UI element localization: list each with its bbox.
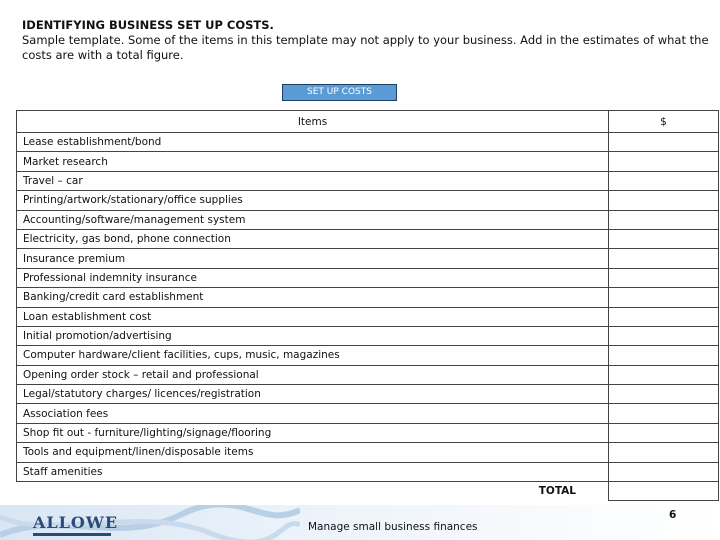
item-label: Banking/credit card establishment (17, 288, 609, 307)
item-amount-cell[interactable] (609, 171, 719, 190)
item-amount-cell[interactable] (609, 462, 719, 481)
item-label: Market research (17, 152, 609, 171)
table-row (17, 307, 719, 326)
item-label: Initial promotion/advertising (17, 326, 609, 345)
table-row (17, 268, 719, 287)
item-label: Opening order stock – retail and professional (17, 365, 609, 384)
items-column-header: Items (17, 111, 609, 133)
item-amount-cell[interactable] (609, 133, 719, 152)
total-amount-cell[interactable] (609, 482, 719, 501)
total-row (17, 482, 719, 501)
table-row (17, 249, 719, 268)
heading-block (22, 18, 712, 63)
item-amount-cell[interactable] (609, 191, 719, 210)
item-label: Loan establishment cost (17, 307, 609, 326)
table-row (17, 423, 719, 442)
table-row (17, 152, 719, 171)
item-amount-cell[interactable] (609, 346, 719, 365)
set-up-costs-banner: SET UP COSTS (282, 84, 397, 101)
item-amount-cell[interactable] (609, 152, 719, 171)
item-label: Tools and equipment/linen/disposable items (17, 443, 609, 462)
table-row (17, 346, 719, 365)
item-amount-cell[interactable] (609, 268, 719, 287)
table-row (17, 133, 719, 152)
item-amount-cell[interactable] (609, 404, 719, 423)
page-title: IDENTIFYING BUSINESS SET UP COSTS. (22, 18, 274, 32)
costs-table (16, 110, 719, 501)
item-amount-cell[interactable] (609, 443, 719, 462)
table-row (17, 288, 719, 307)
item-amount-cell[interactable] (609, 385, 719, 404)
table-row (17, 404, 719, 423)
item-amount-cell[interactable] (609, 365, 719, 384)
item-amount-cell[interactable] (609, 249, 719, 268)
item-label: Computer hardware/client facilities, cups, music, magazines (17, 346, 609, 365)
footer-tagline: Manage small business finances (308, 521, 478, 533)
item-label: Professional indemnity insurance (17, 268, 609, 287)
amount-column-header: $ (609, 111, 719, 133)
item-label: Shop fit out - furniture/lighting/signage/flooring (17, 423, 609, 442)
table-row (17, 365, 719, 384)
table-row (17, 462, 719, 481)
logo-underline (33, 533, 111, 536)
item-amount-cell[interactable] (609, 326, 719, 345)
table-row (17, 326, 719, 345)
allowe-logo: ALLOWE (33, 513, 119, 532)
item-amount-cell[interactable] (609, 423, 719, 442)
item-label: Lease establishment/bond (17, 133, 609, 152)
item-label: Accounting/software/management system (17, 210, 609, 229)
item-amount-cell[interactable] (609, 307, 719, 326)
item-label: Travel – car (17, 171, 609, 190)
page-description: Sample template. Some of the items in this template may not apply to your business. Add in the estimates of what the costs are with a total figure. (22, 33, 709, 62)
table-row (17, 443, 719, 462)
item-amount-cell[interactable] (609, 229, 719, 248)
item-label: Electricity, gas bond, phone connection (17, 229, 609, 248)
item-label: Association fees (17, 404, 609, 423)
table-header-row (17, 111, 719, 133)
item-label: Staff amenities (17, 462, 609, 481)
item-label: Printing/artwork/stationary/office supplies (17, 191, 609, 210)
total-label: TOTAL (538, 485, 576, 498)
footer (0, 505, 720, 540)
table-row (17, 229, 719, 248)
item-amount-cell[interactable] (609, 288, 719, 307)
page-number: 6 (669, 509, 677, 521)
item-amount-cell[interactable] (609, 210, 719, 229)
item-label: Legal/statutory charges/ licences/registration (17, 385, 609, 404)
table-row (17, 191, 719, 210)
table-row (17, 210, 719, 229)
item-label: Insurance premium (17, 249, 609, 268)
table-row (17, 385, 719, 404)
table-row (17, 171, 719, 190)
